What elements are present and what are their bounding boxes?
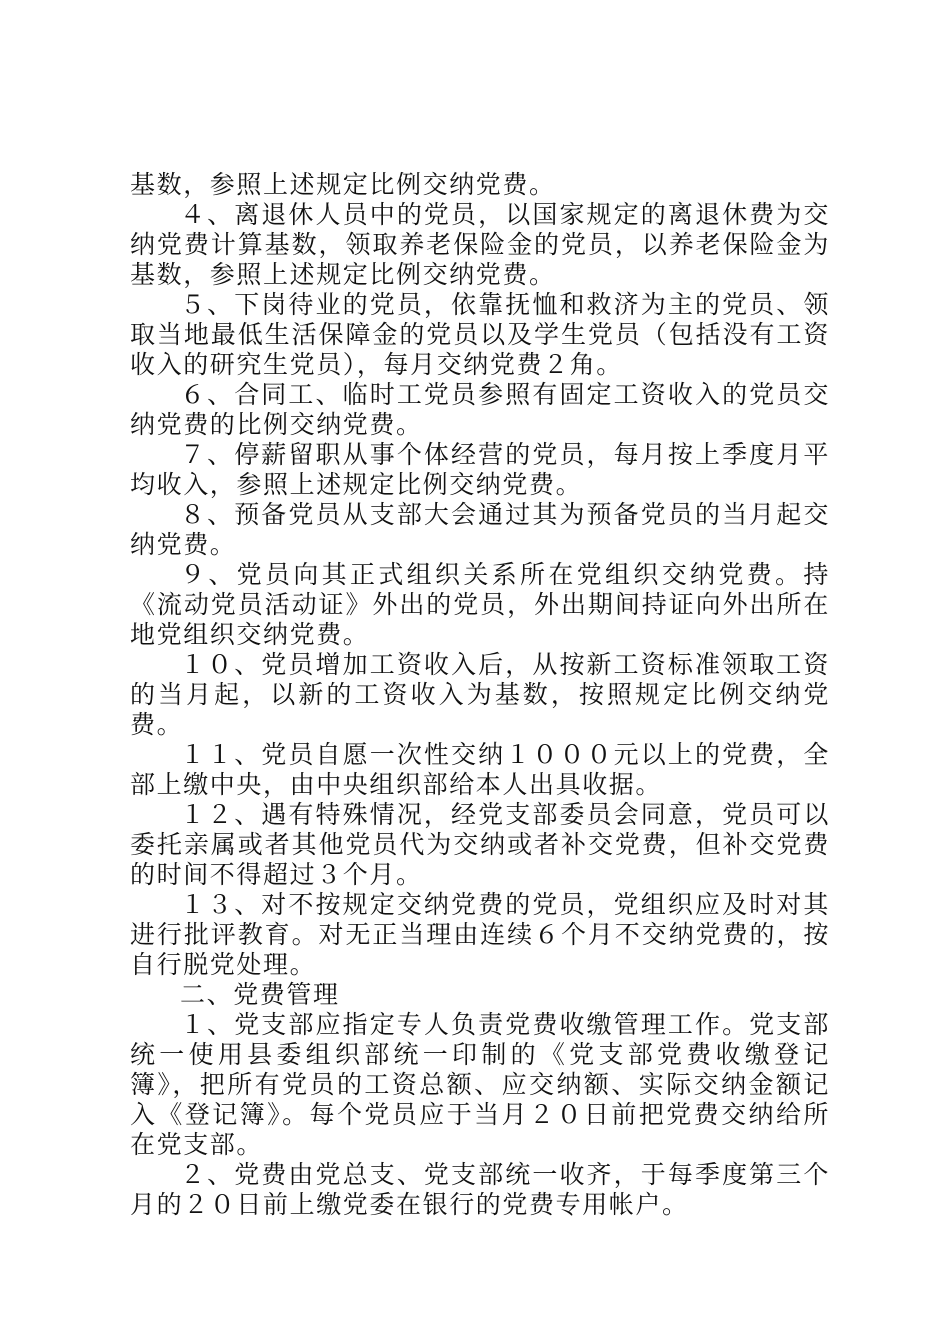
section-paragraph-2: ２、党费由党总支、党支部统一收齐，于每季度第三个月的２０日前上缴党委在银行的党费专用帐户。 — [130, 1160, 830, 1219]
paragraph-item-13: １３、对不按规定交纳党费的党员，党组织应及时对其进行批评教育。对无正当理由连续６个月不交纳党费的，按自行脱党处理。 — [130, 890, 830, 979]
paragraph-item-6: ６、合同工、临时工党员参照有固定工资收入的党员交纳党费的比例交纳党费。 — [130, 380, 830, 439]
document-page — [130, 170, 830, 1220]
paragraph-item-12: １２、遇有特殊情况，经党支部委员会同意，党员可以委托亲属或者其他党员代为交纳或者补交党费，但补交党费的时间不得超过３个月。 — [130, 800, 830, 889]
paragraph-continuation: 基数，参照上述规定比例交纳党费。 — [130, 170, 556, 199]
paragraph-item-11: １１、党员自愿一次性交纳１０００元以上的党费，全部上缴中央，由中央组织部给本人出具收据。 — [130, 740, 830, 799]
paragraph-item-5: ５、下岗待业的党员，依靠抚恤和救济为主的党员、领取当地最低生活保障金的党员以及学生党员（包括没有工资收入的研究生党员），每月交纳党费２角。 — [130, 290, 830, 379]
section-heading: 二、党费管理 — [180, 980, 340, 1009]
paragraph-item-8: ８、预备党员从支部大会通过其为预备党员的当月起交纳党费。 — [130, 500, 830, 559]
paragraph-item-10: １０、党员增加工资收入后，从按新工资标准领取工资的当月起，以新的工资收入为基数，按照规定比例交纳党费。 — [130, 650, 830, 739]
paragraph-item-4: ４、离退休人员中的党员，以国家规定的离退休费为交纳党费计算基数，领取养老保险金的党员，以养老保险金为基数，参照上述规定比例交纳党费。 — [130, 200, 830, 289]
paragraph-item-7: ７、停薪留职从事个体经营的党员，每月按上季度月平均收入，参照上述规定比例交纳党费。 — [130, 440, 830, 499]
section-paragraph-1: １、党支部应指定专人负责党费收缴管理工作。党支部统一使用县委组织部统一印制的《党支部党费收缴登记簿》，把所有党员的工资总额、应交纳额、实际交纳金额记入《登记簿》。每个党员应于当月２０日前把党费交纳给所在党支部。 — [130, 1010, 830, 1159]
paragraph-item-9: ９、党员向其正式组织关系所在党组织交纳党费。持《流动党员活动证》外出的党员，外出期间持证向外出所在地党组织交纳党费。 — [130, 560, 830, 649]
